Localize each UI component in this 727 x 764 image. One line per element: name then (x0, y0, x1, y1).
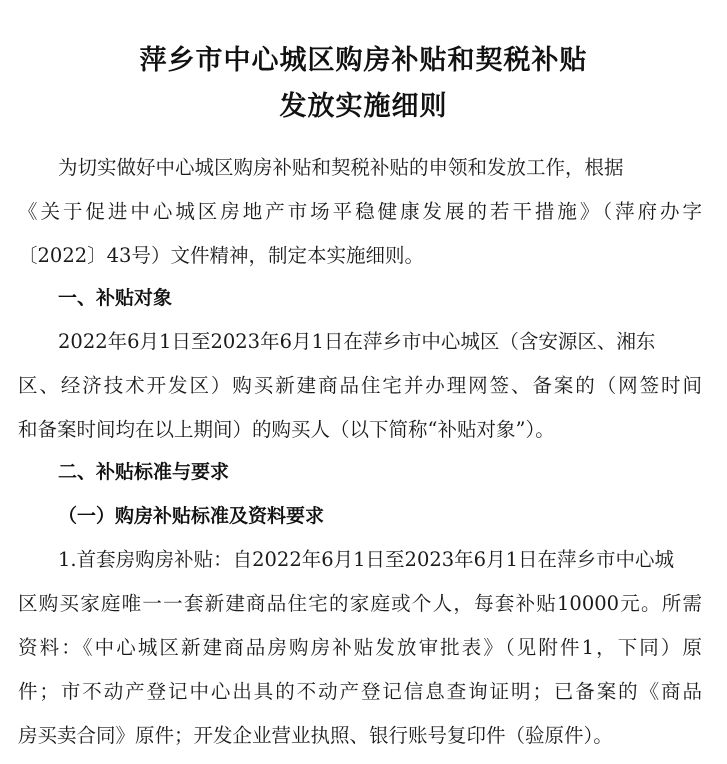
section-1-line-2: 区、经济技术开发区）购买新建商品住宅并办理网签、备案的（网签时间 (18, 374, 702, 397)
section-1-line-1: 2022年6月1日至2023年6月1日在萍乡市中心城区（含安源区、湘东 (58, 330, 656, 353)
document-title-line-1: 萍乡市中心城区购房补贴和契税补贴 (139, 45, 588, 76)
item-1-line-4: 件；市不动产登记中心出具的不动产登记信息查询证明；已备案的《商品 (18, 680, 702, 703)
intro-line-1: 为切实做好中心城区购房补贴和契税补贴的申领和发放工作，根据 (58, 156, 624, 179)
section-2-heading: 二、补贴标准与要求 (58, 461, 230, 483)
item-1-line-2: 区购买家庭唯一一套新建商品住宅的家庭或个人，每套补贴10000元。所需 (18, 592, 702, 615)
intro-line-2: 《关于促进中心城区房地产市场平稳健康发展的若干措施》（萍府办字 (18, 200, 702, 223)
item-1-line-1: 1.首套房购房补贴：自2022年6月1日至2023年6月1日在萍乡市中心城 (58, 548, 674, 571)
section-1-line-3: 和备案时间均在以上期间）的购买人（以下简称“补贴对象”）。 (18, 418, 555, 441)
item-1-line-5: 房买卖合同》原件；开发企业营业执照、银行账号复印件（验原件）。 (18, 724, 613, 747)
document-title-line-2: 发放实施细则 (279, 91, 448, 122)
subsection-1-heading: （一）购房补贴标准及资料要求 (58, 505, 325, 527)
section-1-heading: 一、补贴对象 (58, 287, 173, 309)
item-1-line-3: 资料：《中心城区新建商品房购房补贴发放审批表》（见附件1，下同）原 (18, 636, 702, 659)
intro-line-3: 〔2022〕43号）文件精神，制定本实施细则。 (18, 244, 424, 267)
